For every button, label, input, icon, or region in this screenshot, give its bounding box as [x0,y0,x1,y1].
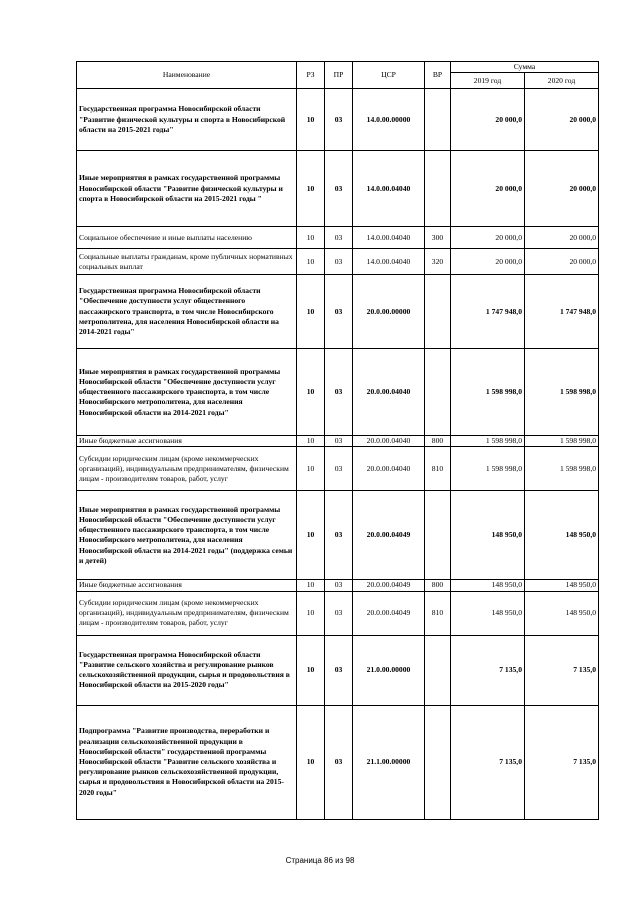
row-sum-2019: 1 598 998,0 [451,349,525,436]
row-sum-2020: 7 135,0 [525,705,599,819]
header-csr: ЦСР [353,62,425,89]
row-rz: 10 [297,151,325,227]
row-sum-2019: 1 747 948,0 [451,275,525,349]
row-rz: 10 [297,491,325,580]
row-vr [425,349,451,436]
table-row [77,275,599,349]
row-csr: 14.0.00.04040 [353,227,425,249]
row-sum-2020: 20 000,0 [525,249,599,275]
table-row [77,635,599,705]
header-vr: ВР [425,62,451,89]
row-sum-2020: 20 000,0 [525,89,599,151]
row-csr: 20.0.00.04049 [353,591,425,635]
row-csr: 20.0.00.04040 [353,436,425,447]
row-pr: 03 [325,580,353,591]
row-pr: 03 [325,227,353,249]
header-name: Наименование [77,62,297,89]
row-name: Подпрограмма "Развитие производства, переработки и реализации сельскохозяйственной продукции в Новосибирской области" государственной программы Новосибирской области "Развитие сельского хозяйства и регулирование рынков сельскохозяйственной продукции, сырья и продовольствия в Новосибирской области на 2015-2020 годы" [77,705,297,819]
header-sum: Сумма [451,62,599,73]
row-sum-2019: 148 950,0 [451,591,525,635]
row-name: Государственная программа Новосибирской области "Обеспечение доступности услуг общественного пассажирского транспорта, в том числе Новосибирского метрополитена, для населения Новосибирской области на 2014-2021 годы" [77,275,297,349]
row-vr [425,491,451,580]
row-name: Государственная программа Новосибирской области "Развитие физической культуры и спорта в Новосибирской области на 2015-2021 годы" [77,89,297,151]
table-row [77,591,599,635]
row-csr: 14.0.00.00000 [353,89,425,151]
row-pr: 03 [325,705,353,819]
row-vr [425,151,451,227]
row-pr: 03 [325,151,353,227]
row-vr [425,635,451,705]
row-rz: 10 [297,591,325,635]
row-csr: 21.1.00.00000 [353,705,425,819]
row-name: Социальные выплаты гражданам, кроме публичных нормативных социальных выплат [77,249,297,275]
row-rz: 10 [297,705,325,819]
table-row [77,447,599,491]
table-row [77,349,599,436]
table-row [77,151,599,227]
row-rz: 10 [297,349,325,436]
row-name: Государственная программа Новосибирской области "Развитие сельского хозяйства и регулирование рынков сельскохозяйственной продукции, сырья и продовольствия в Новосибирской области на 2015-2020 годы" [77,635,297,705]
row-sum-2020: 1 598 998,0 [525,436,599,447]
row-pr: 03 [325,591,353,635]
table-row [77,705,599,819]
row-sum-2019: 20 000,0 [451,151,525,227]
row-csr: 20.0.00.04040 [353,447,425,491]
header-2019: 2019 год [451,73,525,89]
table-body [77,89,599,819]
header-rz: РЗ [297,62,325,89]
row-sum-2019: 1 598 998,0 [451,436,525,447]
row-name: Социальное обеспечение и иные выплаты населению [77,227,297,249]
page-footer: Страница 86 из 98 [285,856,355,865]
row-sum-2020: 7 135,0 [525,635,599,705]
row-sum-2020: 1 598 998,0 [525,447,599,491]
row-csr: 20.0.00.00000 [353,275,425,349]
row-rz: 10 [297,227,325,249]
row-pr: 03 [325,491,353,580]
row-pr: 03 [325,447,353,491]
row-csr: 20.0.00.04049 [353,491,425,580]
table-row [77,227,599,249]
row-rz: 10 [297,580,325,591]
row-sum-2019: 148 950,0 [451,491,525,580]
row-name: Субсидии юридическим лицам (кроме некоммерческих организаций), индивидуальным предпринимателям, физическим лицам - производителям товаров, работ, услуг [77,447,297,491]
row-sum-2020: 148 950,0 [525,591,599,635]
row-name: Иные мероприятия в рамках государственной программы Новосибирской области "Обеспечение доступности услуг общественного пассажирского транспорта, в том числе Новосибирского метрополитена, для населения Новосибирской области на 2014-2021 годы" (поддержка семьи и детей) [77,491,297,580]
row-sum-2020: 148 950,0 [525,491,599,580]
table-row [77,491,599,580]
table-row [77,89,599,151]
row-vr: 810 [425,447,451,491]
row-pr: 03 [325,436,353,447]
row-rz: 10 [297,89,325,151]
row-sum-2020: 20 000,0 [525,151,599,227]
row-name: Иные бюджетные ассигнования [77,580,297,591]
row-pr: 03 [325,89,353,151]
row-vr [425,705,451,819]
row-csr: 20.0.00.04040 [353,349,425,436]
table-row [77,580,599,591]
row-name: Субсидии юридическим лицам (кроме некоммерческих организаций), индивидуальным предпринимателям, физическим лицам - производителям товаров, работ, услуг [77,591,297,635]
row-sum-2019: 20 000,0 [451,227,525,249]
row-csr: 20.0.00.04049 [353,580,425,591]
row-csr: 21.0.00.00000 [353,635,425,705]
row-rz: 10 [297,249,325,275]
row-vr [425,275,451,349]
row-pr: 03 [325,275,353,349]
budget-table [76,61,599,820]
row-sum-2019: 148 950,0 [451,580,525,591]
header-pr: ПР [325,62,353,89]
row-pr: 03 [325,249,353,275]
row-sum-2020: 20 000,0 [525,227,599,249]
header-2020: 2020 год [525,73,599,89]
row-vr: 810 [425,591,451,635]
row-sum-2019: 7 135,0 [451,705,525,819]
table-row [77,249,599,275]
row-name: Иные мероприятия в рамках государственной программы Новосибирской области "Развитие физической культуры и спорта в Новосибирской области на 2015-2021 годы " [77,151,297,227]
row-sum-2019: 20 000,0 [451,89,525,151]
table-row [77,436,599,447]
row-sum-2019: 1 598 998,0 [451,447,525,491]
row-vr: 800 [425,580,451,591]
row-csr: 14.0.00.04040 [353,151,425,227]
row-name: Иные мероприятия в рамках государственной программы Новосибирской области "Обеспечение доступности услуг общественного пассажирского транспорта, в том числе Новосибирского метрополитена, для населения Новосибирской области на 2014-2021 годы" [77,349,297,436]
row-csr: 14.0.00.04040 [353,249,425,275]
row-sum-2020: 1 598 998,0 [525,349,599,436]
row-vr [425,89,451,151]
row-name: Иные бюджетные ассигнования [77,436,297,447]
row-pr: 03 [325,635,353,705]
row-rz: 10 [297,635,325,705]
row-pr: 03 [325,349,353,436]
row-rz: 10 [297,447,325,491]
row-sum-2020: 1 747 948,0 [525,275,599,349]
row-sum-2019: 7 135,0 [451,635,525,705]
row-rz: 10 [297,436,325,447]
row-vr: 800 [425,436,451,447]
row-vr: 320 [425,249,451,275]
row-sum-2019: 20 000,0 [451,249,525,275]
row-sum-2020: 148 950,0 [525,580,599,591]
row-rz: 10 [297,275,325,349]
row-vr: 300 [425,227,451,249]
